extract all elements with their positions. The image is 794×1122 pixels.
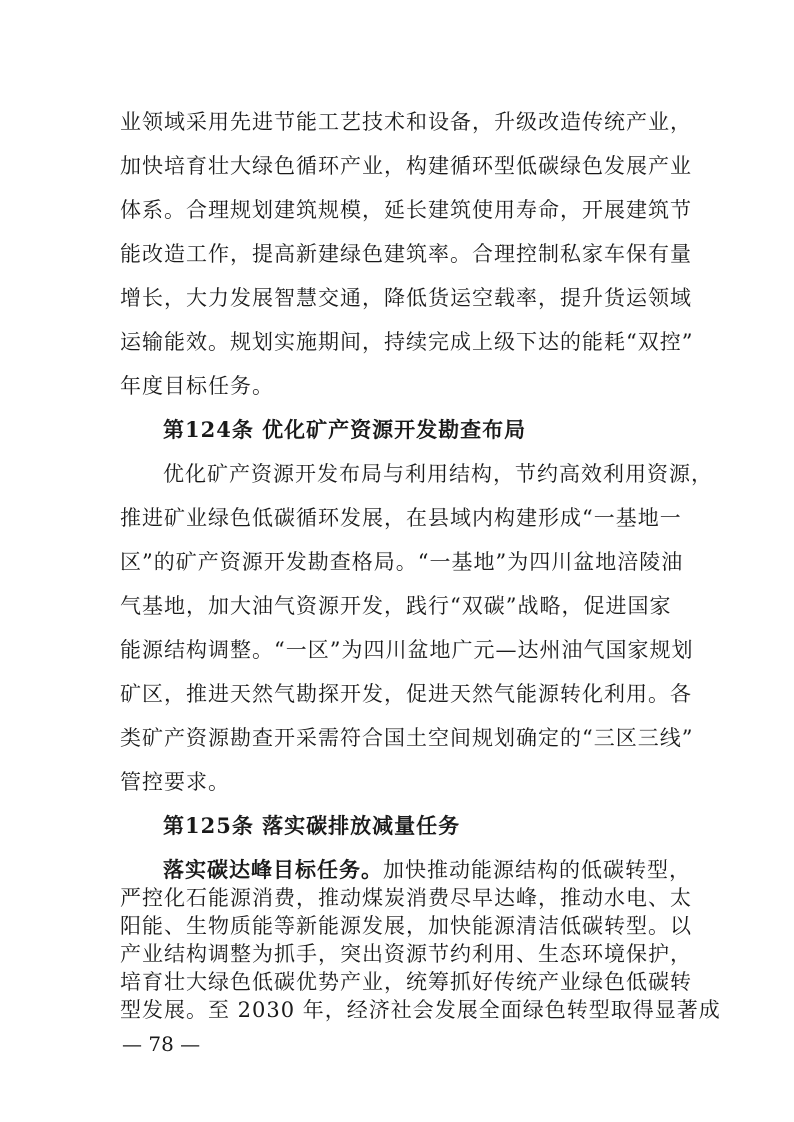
body-text-line: 推进矿业绿色低碳循环发展，在县域内构建形成“一基地一 (120, 506, 682, 530)
body-text-line: 管控要求。 (120, 770, 230, 794)
body-text-line: 体系。合理规划建筑规模，延长建筑使用寿命，开展建筑节 (120, 198, 692, 222)
section-125-heading: 第125条 落实碳排放减量任务 (163, 813, 461, 838)
body-text-line: 型发展。至 2030 年，经济社会发展全面绿色转型取得显著成 (120, 998, 721, 1022)
section-125-lead-line (163, 854, 691, 884)
body-text-line: 业领域采用先进节能工艺技术和设备，升级改造传统产业， (120, 110, 692, 134)
body-text-line: 能改造工作，提高新建绿色建筑率。合理控制私家车保有量 (120, 242, 692, 266)
body-text-line: 产业结构调整为抓手，突出资源节约利用、生态环境保护， (120, 942, 692, 966)
lead-rest-text: 加快推动能源结构的低碳转型， (383, 858, 691, 882)
section-124-heading: 第124条 优化矿产资源开发勘查布局 (163, 417, 527, 442)
body-text-line: 严控化石能源消费，推动煤炭消费尽早达峰，推动水电、太 (120, 886, 692, 910)
body-text-line: 能源结构调整。“一区”为四川盆地广元—达州油气国家规划 (120, 638, 694, 662)
body-text-line: 阳能、生物质能等新能源发展，加快能源清洁低碳转型。以 (120, 914, 692, 938)
body-text-line: 培育壮大绿色低碳优势产业，统筹抓好传统产业绿色低碳转 (120, 970, 692, 994)
body-text-line: 气基地，加大油气资源开发，践行“双碳”战略，促进国家 (120, 594, 672, 618)
body-text-line: 年度目标任务。 (120, 374, 274, 398)
body-text-line: 区”的矿产资源开发勘查格局。“一基地”为四川盆地涪陵油 (120, 550, 684, 574)
body-text-line: 增长，大力发展智慧交通，降低货运空载率，提升货运领域 (120, 286, 692, 310)
lead-bold-text: 落实碳达峰目标任务。 (163, 857, 383, 882)
body-text-line: 类矿产资源勘查开采需符合国土空间规划确定的“三区三线” (120, 726, 694, 750)
body-text-line: 优化矿产资源开发布局与利用结构，节约高效利用资源， (163, 462, 713, 486)
page-number: — 78 — (122, 1032, 201, 1056)
body-text-line: 矿区，推进天然气勘探开发，促进天然气能源转化利用。各 (120, 682, 692, 706)
body-text-line: 运输能效。规划实施期间，持续完成上级下达的能耗“双控” (120, 330, 694, 354)
body-text-line: 加快培育壮大绿色循环产业，构建循环型低碳绿色发展产业 (120, 154, 692, 178)
